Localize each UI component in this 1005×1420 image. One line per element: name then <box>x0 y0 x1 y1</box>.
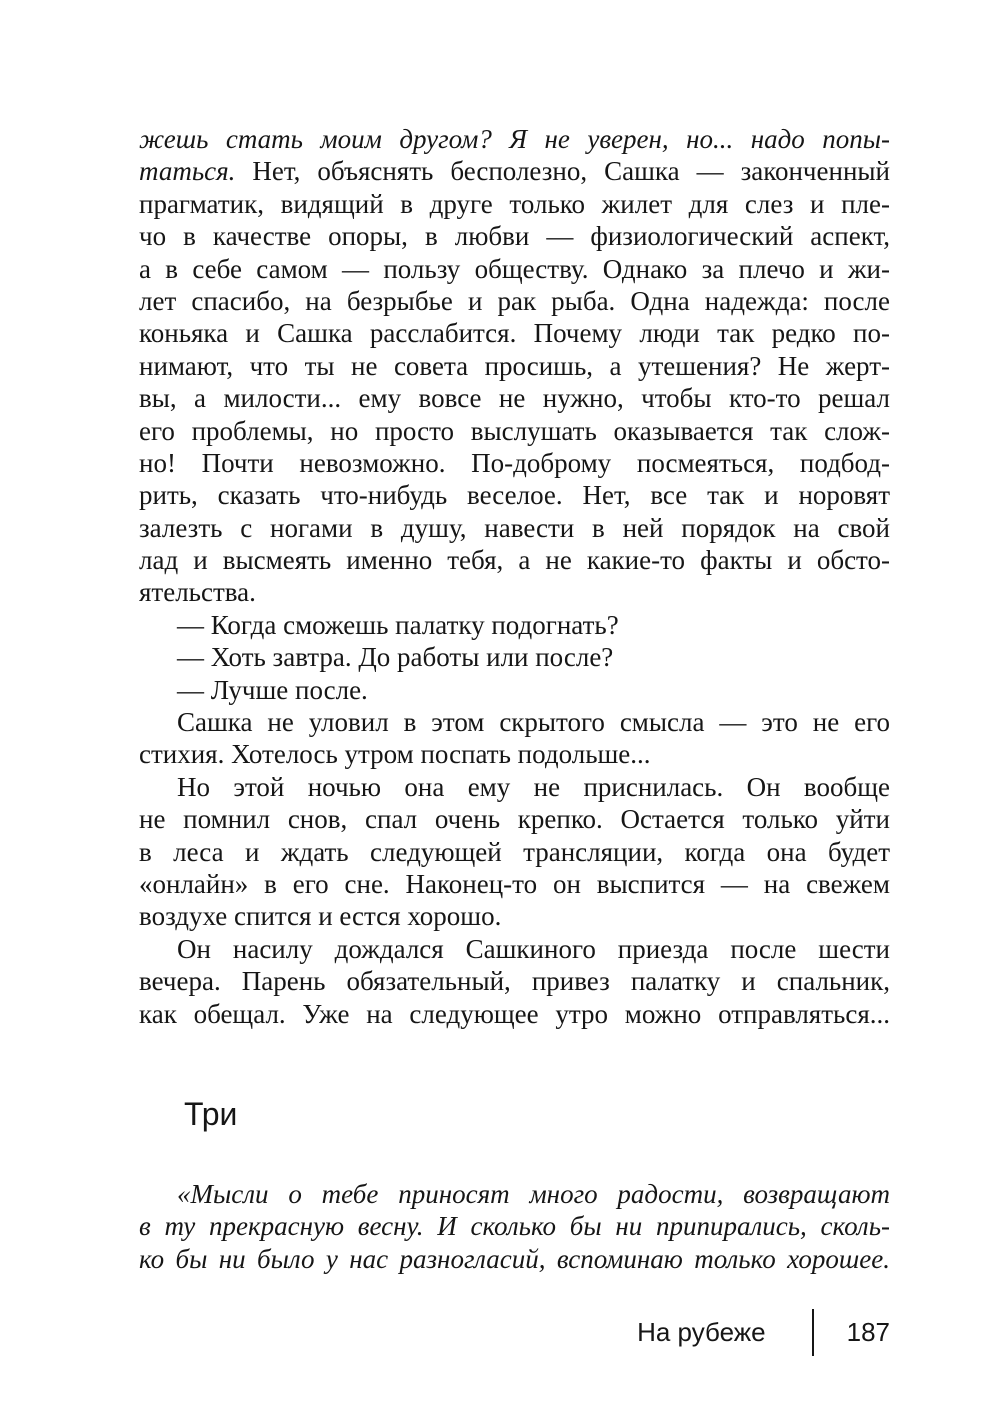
text-line <box>139 220 890 252</box>
text-line <box>139 576 890 608</box>
page-number: 187 <box>846 1316 890 1347</box>
text-segment: лад и высмеять именно тебя, а не какие-то факты и обсто- <box>139 545 890 576</box>
text-segment: рить, сказать что-нибудь веселое. Нет, все так и норовят <box>139 480 890 511</box>
text-line <box>139 188 890 220</box>
text-line <box>139 868 890 900</box>
text-line <box>139 641 890 673</box>
italic-text-segment: ко бы ни было у нас разногласий, вспоминаю только хорошее. <box>139 1243 890 1274</box>
text-line <box>139 609 890 641</box>
text-line <box>139 933 890 965</box>
text-segment: а в себе самом — пользу обществу. Однако за плечо и жи- <box>139 253 890 284</box>
text-segment: залезть с ногами в душу, навести в ней порядок на свой <box>139 512 890 543</box>
text-line <box>139 900 890 932</box>
text-line <box>139 512 890 544</box>
text-segment: лет спасибо, на безрыбье и рак рыба. Одна надежда: после <box>139 285 890 316</box>
text-line <box>139 1243 890 1275</box>
text-segment: Нет, объяснять бесполезно, Сашка — законченный <box>235 156 890 187</box>
text-segment: — Хоть завтра. До работы или после? <box>177 642 614 673</box>
text-segment: прагматик, видящий в друге только жилет для слез и пле- <box>139 188 890 219</box>
text-segment: его проблемы, но просто выслушать оказывается так слож- <box>139 415 890 446</box>
running-title: На рубеже <box>637 1316 766 1347</box>
text-segment: Он насилу дождался Сашкиного приезда после шести <box>177 933 890 964</box>
text-segment: «онлайн» в его сне. Наконец-то он выспится — на свежем <box>139 868 890 899</box>
text-line <box>139 706 890 738</box>
text-line <box>139 253 890 285</box>
text-line <box>139 155 890 187</box>
quote-text <box>139 1178 890 1275</box>
text-line <box>139 415 890 447</box>
text-segment: Сашка не уловил в этом скрытого смысла — это не его <box>177 707 890 738</box>
text-segment: вы, а милости... ему вовсе не нужно, чтобы кто-то решал <box>139 383 890 414</box>
text-line <box>139 1210 890 1242</box>
italic-text-segment: в ту прекрасную весну. И сколько бы ни припирались, сколь- <box>139 1211 890 1242</box>
text-segment: — Лучше после. <box>177 674 368 705</box>
text-line <box>139 447 890 479</box>
text-line <box>139 998 890 1030</box>
body-text <box>139 123 890 1030</box>
text-segment: нимают, что ты не совета просишь, а утешения? Не жерт- <box>139 350 890 381</box>
text-line <box>139 803 890 835</box>
section-heading: Три <box>184 1096 238 1132</box>
text-line <box>139 965 890 997</box>
text-line <box>139 350 890 382</box>
text-line <box>139 317 890 349</box>
text-segment: как обещал. Уже на следующее утро можно отправляться... <box>139 998 890 1029</box>
text-line <box>139 771 890 803</box>
text-line <box>139 674 890 706</box>
text-segment: — Когда сможешь палатку подогнать? <box>177 609 619 640</box>
text-segment: ятельства. <box>139 577 256 608</box>
italic-text-segment: жешь стать моим другом? Я не уверен, но... надо попы- <box>139 124 890 154</box>
text-line <box>139 285 890 317</box>
text-segment: в леса и ждать следующей трансляции, когда она будет <box>139 836 890 867</box>
text-segment: но! Почти невозможно. По-доброму посмеяться, подбод- <box>139 447 890 478</box>
footer-divider <box>812 1309 814 1356</box>
text-segment: Но этой ночью она ему не приснилась. Он вообще <box>177 771 890 802</box>
text-segment: вечера. Парень обязательный, привез палатку и спальник, <box>139 966 890 997</box>
text-line <box>139 836 890 868</box>
text-segment: коньяка и Сашка расслабится. Почему люди так редко по- <box>139 318 890 349</box>
text-line <box>139 123 890 155</box>
italic-text-segment: «Мысли о тебе приносят много радости, возвращают <box>177 1179 890 1209</box>
text-line <box>139 382 890 414</box>
page-footer <box>139 1306 890 1358</box>
text-segment: стихия. Хотелось утром поспать подольше... <box>139 739 651 770</box>
text-line <box>139 1178 890 1210</box>
text-line <box>139 738 890 770</box>
text-line <box>139 479 890 511</box>
text-segment: не помнил снов, спал очень крепко. Остается только уйти <box>139 804 890 835</box>
text-segment: чо в качестве опоры, в любви — физиологический аспект, <box>139 221 890 252</box>
italic-text-segment: таться. <box>139 156 236 187</box>
text-line <box>139 544 890 576</box>
text-segment: воздухе спится и естся хорошо. <box>139 901 502 932</box>
